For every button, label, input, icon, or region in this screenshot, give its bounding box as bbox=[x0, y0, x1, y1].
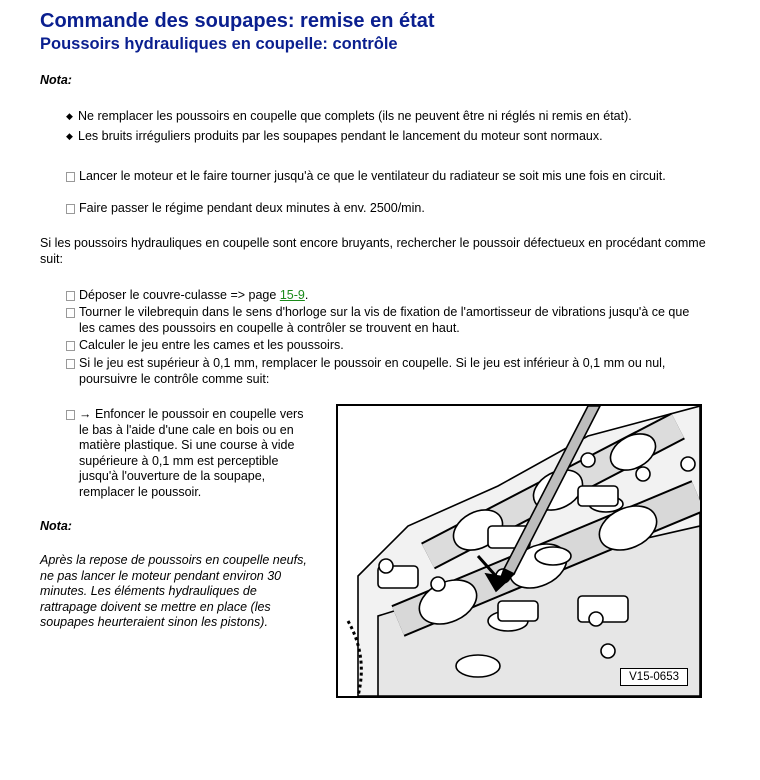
step-text-prefix: Déposer le couvre-culasse => page bbox=[79, 288, 280, 302]
nota-label: Nota: bbox=[40, 519, 72, 533]
checkbox-icon bbox=[66, 341, 75, 351]
intro-paragraph: Si les poussoirs hydrauliques en coupelle sont encore bruyants, rechercher le poussoir défectueux en procédant comme suit: bbox=[40, 236, 706, 266]
step-text bbox=[79, 288, 696, 304]
checkbox-icon bbox=[66, 291, 75, 301]
step-text bbox=[79, 407, 314, 500]
step-text: Si le jeu est supérieur à 0,1 mm, remplacer le poussoir en coupelle. Si le jeu est inférieur à 0,1 mm ou nul, poursuivre le contrôle comme suit: bbox=[79, 356, 666, 386]
diamond-bullet-icon: ◆ bbox=[66, 111, 73, 121]
camshaft-illustration bbox=[338, 406, 700, 696]
step-item bbox=[66, 201, 696, 217]
step-text: Faire passer le régime pendant deux minutes à env. 2500/min. bbox=[79, 201, 425, 215]
step-item bbox=[66, 288, 696, 304]
step-text: Lancer le moteur et le faire tourner jusqu'à ce que le ventilateur du radiateur se soit mis une fois en circuit. bbox=[79, 169, 666, 183]
nota-text: Après la repose de poussoirs en coupelle neufs, ne pas lancer le moteur pendant environ 30 minutes. Les éléments hydrauliques de rattrapage doivent se mettre en place (les soupapes heurteraient sinon les pistons). bbox=[40, 553, 307, 629]
step-item bbox=[66, 356, 706, 387]
bullet-item bbox=[66, 109, 716, 125]
bullet-text: Les bruits irréguliers produits par les soupapes pendant le lancement du moteur sont normaux. bbox=[78, 129, 603, 143]
step-text-suffix: . bbox=[304, 288, 309, 302]
step-item bbox=[66, 169, 676, 185]
arrow-icon: → bbox=[79, 407, 92, 421]
step-item bbox=[66, 407, 314, 500]
checkbox-icon bbox=[66, 359, 75, 369]
checkbox-icon bbox=[66, 410, 75, 420]
checkbox-icon bbox=[66, 172, 75, 182]
checkbox-icon bbox=[66, 204, 75, 214]
engine-figure bbox=[336, 404, 702, 698]
step-item bbox=[66, 338, 696, 354]
step-item bbox=[66, 305, 706, 336]
checkbox-icon bbox=[66, 308, 75, 318]
step-text: Calculer le jeu entre les cames et les poussoirs. bbox=[79, 338, 344, 352]
step-text: Tourner le vilebrequin dans le sens d'horloge sur la vis de fixation de l'amortisseur de vibrations jusqu'à ce que les cames des poussoirs en coupelle à contrôler se trouvent en haut. bbox=[79, 305, 690, 335]
figure-label: V15-0653 bbox=[620, 668, 688, 686]
step-figure-text: Enfoncer le poussoir en coupelle vers le bas à l'aide d'une cale en bois ou en matière plastique. Si une course à vide supérieure à 0,1 mm est perceptible jusqu'à l'ouverture de la soupape, remplacer le poussoir. bbox=[79, 407, 304, 499]
page-subtitle: Poussoirs hydrauliques en coupelle: contrôle bbox=[40, 35, 398, 53]
bullet-text: Ne remplacer les poussoirs en coupelle que complets (ils ne peuvent être ni réglés ni remis en état). bbox=[78, 109, 632, 123]
nota-label: Nota: bbox=[40, 73, 72, 87]
page-title: Commande des soupapes: remise en état bbox=[40, 10, 435, 32]
diamond-bullet-icon: ◆ bbox=[66, 131, 73, 141]
bullet-item bbox=[66, 129, 716, 145]
page-link[interactable]: 15-9 bbox=[279, 288, 305, 302]
